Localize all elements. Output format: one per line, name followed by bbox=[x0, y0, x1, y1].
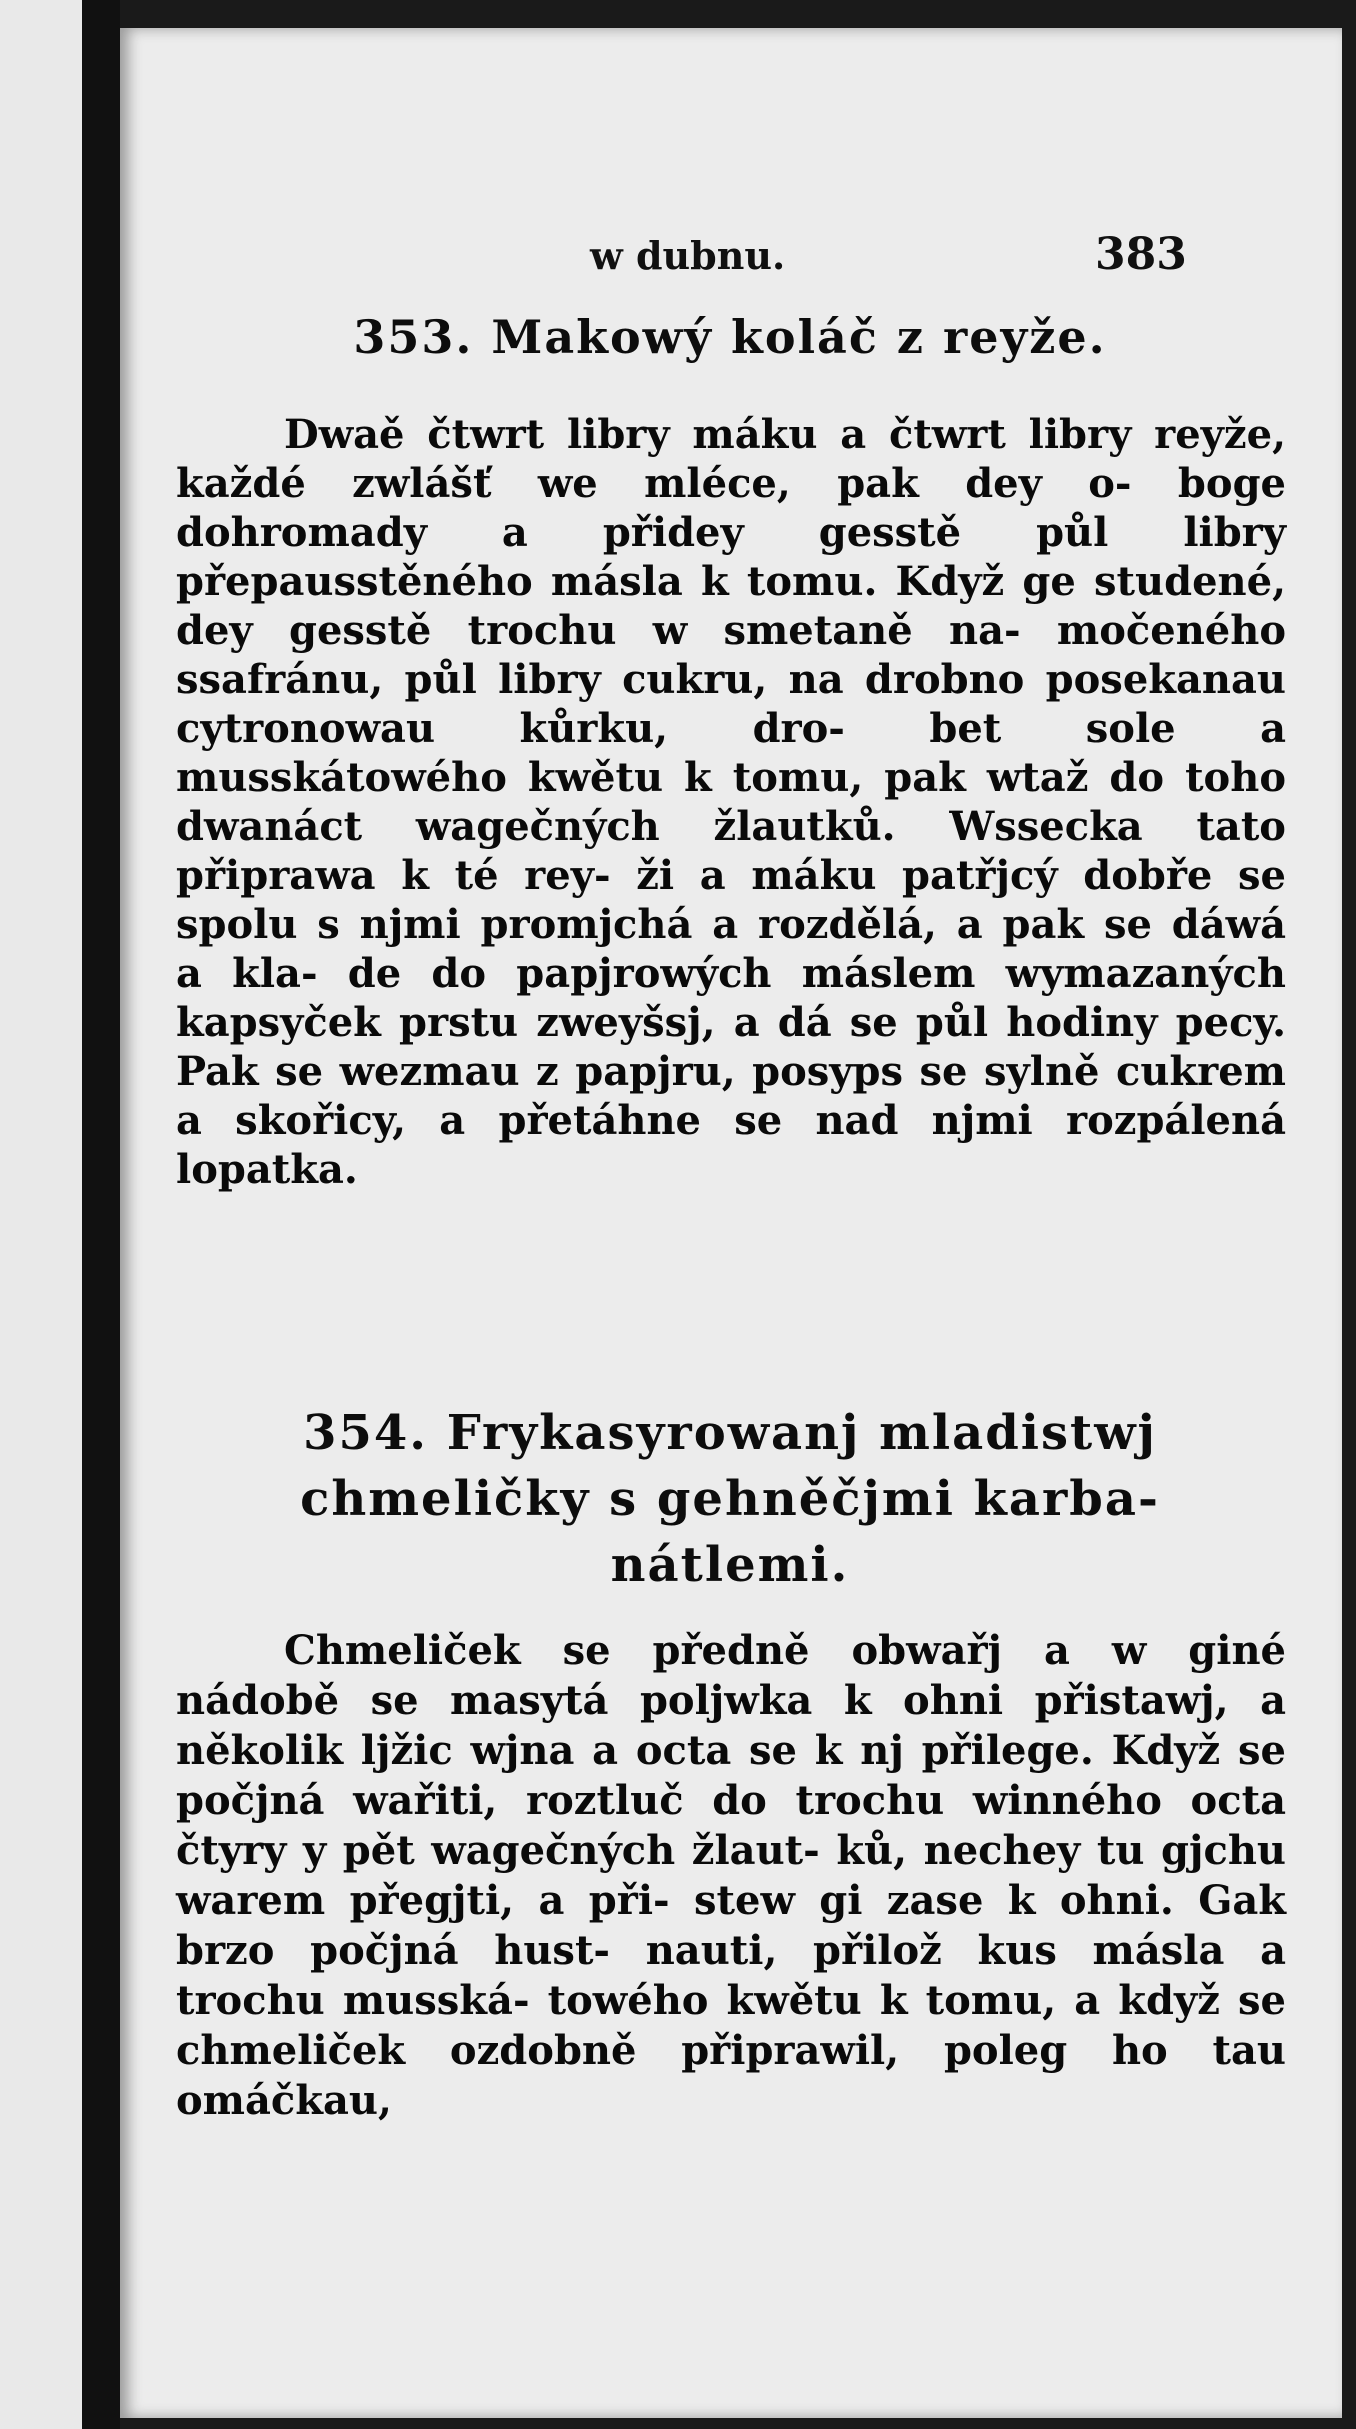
recipe-353-text: Dwaě čtwrt libry máku a čtwrt libry reyže, každé zwlášť we mléce, pak dey o- boge dohromady a přidey gesstě půl libry přepausstěného másla k tomu. Když ge studené, dey gesstě trochu w smetaně na- močeného ssafránu, půl libry cukru, na drobno posekanau cytronowau kůrku, dro- bet sole a musskátowého kwětu k tomu, pak wtaž do toho dwanáct wagečných žlautků. Wssecka tato připrawa k té rey- ži a máku patřjcý dobře se spolu s njmi promjchá a rozdělá, a pak se dáwá a kla- de do papjrowých máslem wymazaných kapsyček prstu zweyšsj, a dá se půl hodiny pecy. Pak se wezmau z papjru, posyps se sylně cukrem a skořicy, a přetáhne se nad njmi rozpálená lopatka. bbox=[176, 411, 1286, 1193]
running-head bbox=[120, 223, 1342, 283]
recipe-353-heading: 353. Makowý koláč z reyže. bbox=[353, 310, 1107, 364]
book-gutter bbox=[82, 0, 120, 2429]
facing-page-edge bbox=[0, 0, 82, 2429]
book-page bbox=[120, 28, 1342, 2418]
running-title: w dubnu. bbox=[590, 233, 786, 278]
page-number: 383 bbox=[1095, 229, 1187, 280]
recipe-354-text: Chmeliček se předně obwařj a w giné nádobě se masytá poljwka k ohni přistawj, a několik ljžic wjna a octa se k nj přilege. Když se počjná wařiti, roztluč do trochu winného octa čtyry y pět wagečných žlaut- ků, nechey tu gjchu warem přegjti, a při- stew gi zase k ohni. Gak brzo počjná hust- nauti, přilož kus másla a trochu musská- towého kwětu k tomu, a když se chmeliček ozdobně připrawil, poleg ho tau omáčkau, bbox=[176, 1627, 1286, 2124]
recipe-354-heading: 354. Frykasyrowanj mladistwj chmeličky s gehněčjmi karba- nátlemi. bbox=[300, 1405, 1160, 1593]
